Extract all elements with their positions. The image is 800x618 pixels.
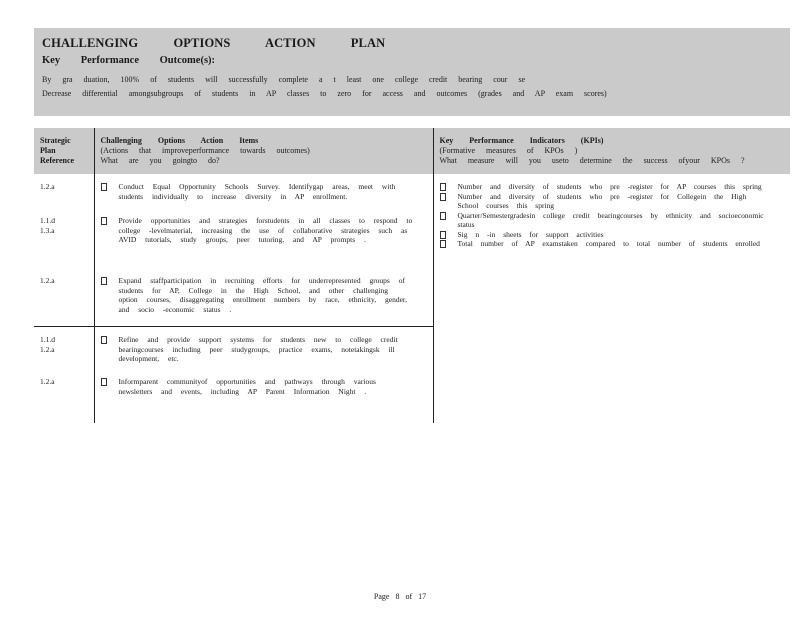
action-text-3: Expand staffparticipation in recruiting efforts for underrepresented groups of students for AP, College in the High School, and other challenging option courses, disaggregating enrollment numbers by race, ethnicity, gender, and socio -economic status .	[118, 276, 407, 314]
checkbox-bullet-icon	[101, 277, 107, 285]
checkbox-bullet-icon	[440, 212, 446, 220]
ref-1-1: 1.2.a	[40, 182, 55, 191]
checkbox-bullet-icon	[101, 336, 107, 344]
header-kpi-title: Key Performance Indicators (KPIs)	[439, 136, 604, 145]
action-text-1: Conduct Equal Opportunity Schools Survey. Identifygap areas, meet with students individually to increase diversity in AP enrollment.	[118, 182, 396, 201]
section-1-row	[34, 174, 790, 327]
header-strategic-plan-reference	[34, 128, 94, 174]
action-item	[95, 377, 433, 396]
kpi-text-1: Number and diversity of students who pre -register for AP courses this spring	[457, 182, 762, 191]
ref-3-1: 1.2.a	[40, 276, 55, 285]
page-number: Page 8 of 17	[373, 592, 427, 601]
action-text-2: Provide opportunities and strategies forstudents in all classes to respond to college -levelmaterial, increasing the use of collaborative strategies such as AVID tutorials, study groups, peer tutoring, and AP prompts .	[118, 216, 413, 244]
kpi-text-5: Total number of AP examstaken compared to total number of students enrolled	[457, 239, 760, 248]
header-action-line-2: What are you goingto do?	[100, 156, 220, 165]
header-ref-line-2: Plan	[40, 146, 56, 155]
kpi-item	[434, 192, 791, 211]
header-ref-line-3: Reference	[40, 156, 75, 165]
section-2-refs	[34, 327, 94, 424]
header-ref-line-1: Strategic	[40, 136, 71, 145]
ref-4-1: 1.1.d	[40, 335, 55, 344]
checkbox-bullet-icon	[101, 378, 107, 386]
header-kpi-line-2: What measure will you useto determine the success ofyour KPOs ?	[439, 156, 745, 165]
kpi-list	[433, 174, 790, 423]
kpi-text-2: Number and diversity of students who pre -register for Collegein the High School courses this spring	[457, 191, 747, 210]
plan-header	[34, 28, 790, 116]
checkbox-bullet-icon	[440, 240, 446, 248]
kpi-item	[434, 182, 791, 192]
action-text-4: Refine and provide support systems for students new to college credit bearingcourses including peer studygroups, practice exams, notetakingsk ill development, etc.	[118, 335, 398, 363]
checkbox-bullet-icon	[101, 183, 107, 191]
ref-5-1: 1.2.a	[40, 377, 55, 386]
kpi-text-3: Quarter/Semestergradesin college credit bearingcourses by ethnicity and socioeconomic status	[457, 210, 764, 229]
header-action-items	[94, 128, 433, 174]
goal-line-2: Decrease differential amongsubgroups of students in AP classes to zero for access and outcomes (grades and AP exam scores)	[42, 89, 607, 98]
kpi-item	[434, 230, 791, 240]
header-kpi-line-1: (Formative measures of KPOs )	[439, 146, 578, 155]
ref-2-1: 1.1.d	[40, 216, 55, 225]
kpi-item	[434, 211, 791, 230]
checkbox-bullet-icon	[440, 183, 446, 191]
action-text-5: Informparent communityof opportunities and pathways through various newsletters and events, including AP Parent Information Night .	[118, 377, 376, 396]
action-item	[95, 276, 433, 326]
header-action-line-1: (Actions that improveperformance towards outcomes)	[100, 146, 310, 155]
checkbox-bullet-icon	[101, 217, 107, 225]
header-kpis	[433, 128, 790, 174]
action-item	[95, 335, 433, 377]
section-1-refs	[34, 174, 94, 327]
kpi-item	[434, 239, 791, 249]
ref-4-2: 1.2.a	[40, 344, 55, 354]
page-title: CHALLENGING OPTIONS ACTION PLAN	[42, 36, 386, 50]
action-item	[95, 182, 433, 216]
action-item	[95, 216, 433, 276]
checkbox-bullet-icon	[440, 193, 446, 201]
checkbox-bullet-icon	[440, 231, 446, 239]
outcomes-heading: Key Performance Outcome(s):	[42, 55, 216, 66]
kpi-text-4: Sig n -in sheets for support activities	[457, 229, 604, 239]
ref-2-2: 1.3.a	[40, 225, 55, 235]
goal-line-1: By gra duation, 100% of students will successfully complete a t least one college credit bearing cour se	[42, 75, 526, 84]
header-action-title: Challenging Options Action Items	[100, 136, 259, 145]
section-1-actions	[94, 174, 433, 327]
action-plan-table	[34, 128, 790, 423]
section-2-actions	[94, 327, 433, 424]
